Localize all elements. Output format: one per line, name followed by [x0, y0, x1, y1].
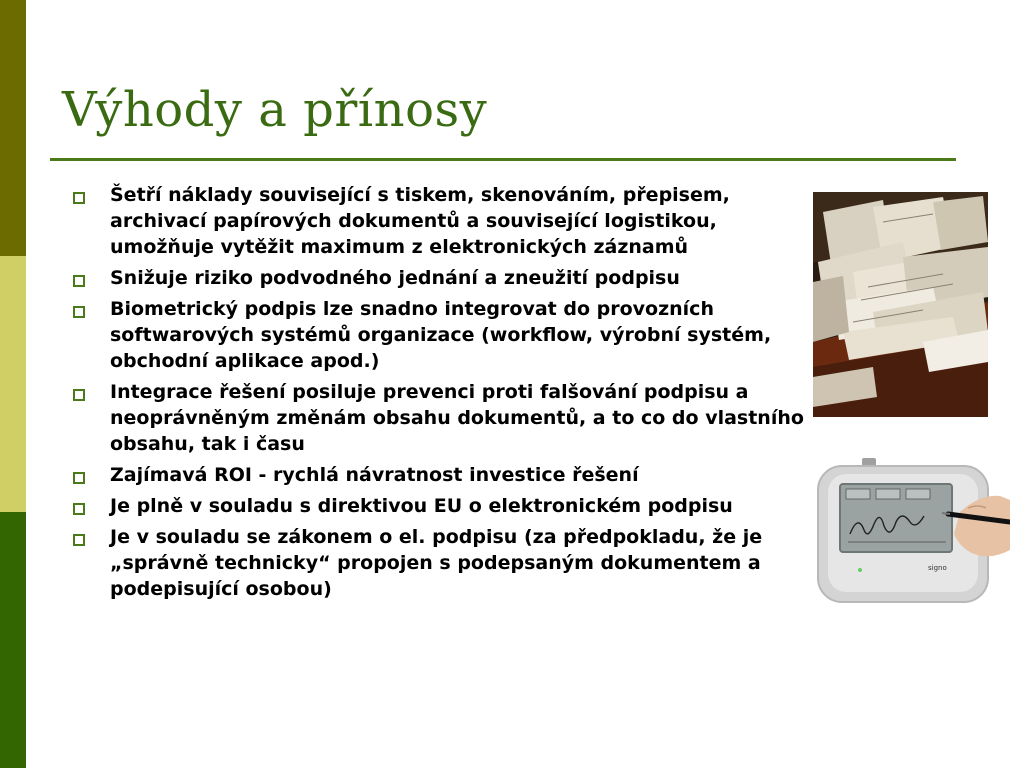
bullet-item	[70, 493, 810, 519]
paper-documents-photo	[813, 192, 988, 417]
bullet-item	[70, 462, 810, 488]
signature-pad-photo	[810, 452, 1010, 612]
bullet-item	[70, 182, 810, 260]
title-underline	[50, 158, 956, 161]
square-bullet-icon	[73, 192, 85, 204]
square-bullet-icon	[73, 503, 85, 515]
left-band-top	[0, 0, 26, 256]
bullet-text: Je v souladu se zákonem o el. podpisu (za předpokladu, že je „správně technicky“ propojen s podepsaným dokumentem a podepisující osobou)	[110, 526, 763, 600]
bullet-text: Biometrický podpis lze snadno integrovat do provozních softwarových systémů organizace (workflow, výrobní systém, obchodní aplikace apod.)	[110, 298, 772, 372]
bullet-text: Šetří náklady související s tiskem, skenováním, přepisem, archivací papírových dokumentů a související logistikou, umožňuje vytěžit maximum z elektronických záznamů	[110, 184, 730, 258]
bullet-text: Zajímavá ROI - rychlá návratnost investice řešení	[110, 464, 639, 486]
square-bullet-icon	[73, 472, 85, 484]
bullet-item	[70, 265, 810, 291]
slide-title: Výhody a přínosy	[62, 82, 488, 138]
bullet-list	[70, 182, 810, 607]
square-bullet-icon	[73, 389, 85, 401]
square-bullet-icon	[73, 534, 85, 546]
device-brand-label: signo	[928, 564, 947, 572]
bullet-item	[70, 524, 810, 602]
bullet-text: Je plně v souladu s direktivou EU o elektronickém podpisu	[110, 495, 733, 517]
bullet-text: Integrace řešení posiluje prevenci proti falšování podpisu a neoprávněným změnám obsahu dokumentů, a to co do vlastního obsahu, tak i času	[110, 381, 804, 455]
bullet-item	[70, 296, 810, 374]
left-band-bottom	[0, 512, 26, 768]
square-bullet-icon	[73, 306, 85, 318]
bullet-text: Snižuje riziko podvodného jednání a zneužití podpisu	[110, 267, 680, 289]
bullet-item	[70, 379, 810, 457]
left-band-middle	[0, 256, 26, 512]
square-bullet-icon	[73, 275, 85, 287]
